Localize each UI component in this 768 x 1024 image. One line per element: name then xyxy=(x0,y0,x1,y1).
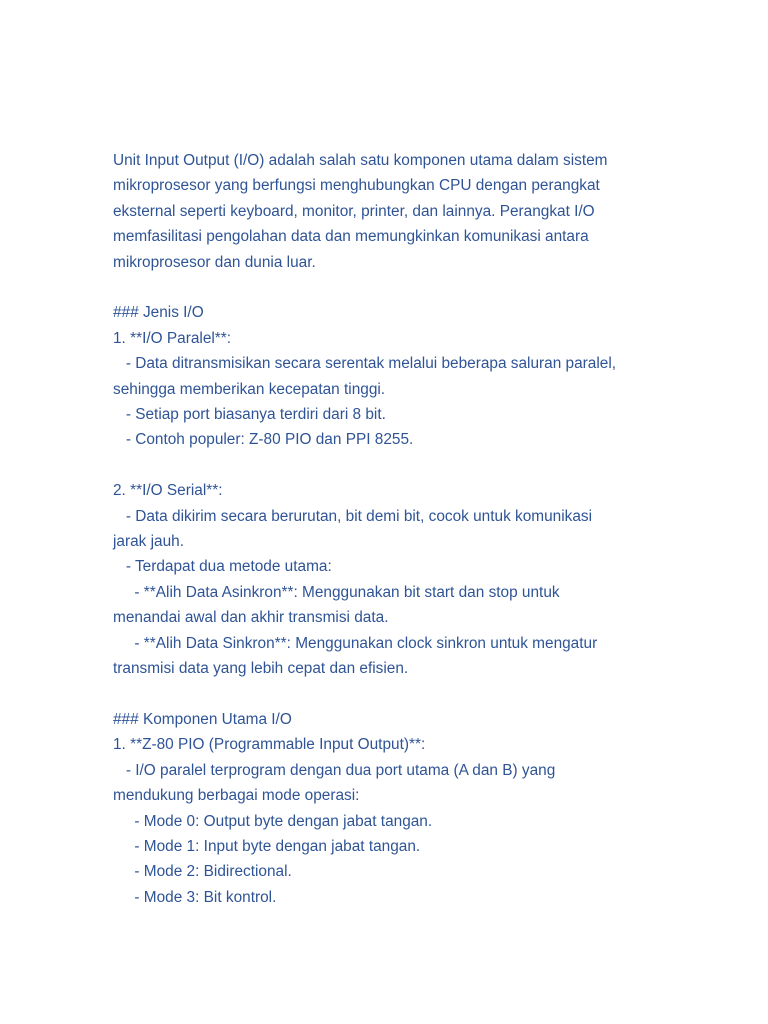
list-item-title: 2. **I/O Serial**: xyxy=(113,482,223,500)
list-item-line: - Contoh populer: Z-80 PIO dan PPI 8255. xyxy=(113,431,414,449)
blank-line xyxy=(113,682,673,707)
intro-line: mikroprosesor yang berfungsi menghubungkan CPU dengan perangkat xyxy=(113,177,600,195)
intro-line: eksternal seperti keyboard, monitor, printer, dan lainnya. Perangkat I/O xyxy=(113,202,595,220)
blank-line xyxy=(113,275,673,300)
list-item-line: - Data dikirim secara berurutan, bit demi bit, cocok untuk komunikasi xyxy=(113,507,593,525)
section-heading: ### Jenis I/O xyxy=(113,304,204,322)
section-heading: ### Komponen Utama I/O xyxy=(113,710,292,728)
list-item-line: mendukung berbagai mode operasi: xyxy=(113,787,360,805)
list-item-line: menandai awal dan akhir transmisi data. xyxy=(113,609,389,627)
list-item-line: - Mode 2: Bidirectional. xyxy=(113,863,292,881)
list-item-line: - I/O paralel terprogram dengan dua port utama (A dan B) yang xyxy=(113,761,556,779)
section-jenis-io xyxy=(113,300,673,681)
blank-line xyxy=(113,453,673,478)
list-item-line: jarak jauh. xyxy=(113,533,185,551)
section-komponen-io xyxy=(113,707,673,910)
list-item-line: - Data ditransmisikan secara serentak melalui beberapa saluran paralel, xyxy=(113,355,617,373)
list-item-line: sehingga memberikan kecepatan tinggi. xyxy=(113,380,386,398)
intro-line: mikroprosesor dan dunia luar. xyxy=(113,253,316,271)
list-item-line: - Mode 3: Bit kontrol. xyxy=(113,888,277,906)
list-item-line: - Mode 1: Input byte dengan jabat tangan. xyxy=(113,837,421,855)
intro-paragraph xyxy=(113,148,673,275)
document-body xyxy=(113,148,673,910)
list-item-title: 1. **Z-80 PIO (Programmable Input Output)**: xyxy=(113,736,426,754)
intro-line: memfasilitasi pengolahan data dan memungkinkan komunikasi antara xyxy=(113,228,589,246)
intro-line: Unit Input Output (I/O) adalah salah satu komponen utama dalam sistem xyxy=(113,152,608,169)
list-item-title: 1. **I/O Paralel**: xyxy=(113,329,232,347)
list-item-line: - Mode 0: Output byte dengan jabat tangan. xyxy=(113,812,433,830)
list-item-line: - Terdapat dua metode utama: xyxy=(113,558,332,576)
list-item-line: transmisi data yang lebih cepat dan efisien. xyxy=(113,660,409,678)
list-item-line: - Setiap port biasanya terdiri dari 8 bit. xyxy=(113,406,386,424)
list-item-line: - **Alih Data Asinkron**: Menggunakan bit start dan stop untuk xyxy=(113,583,560,601)
list-item-line: - **Alih Data Sinkron**: Menggunakan clock sinkron untuk mengatur xyxy=(113,634,598,652)
